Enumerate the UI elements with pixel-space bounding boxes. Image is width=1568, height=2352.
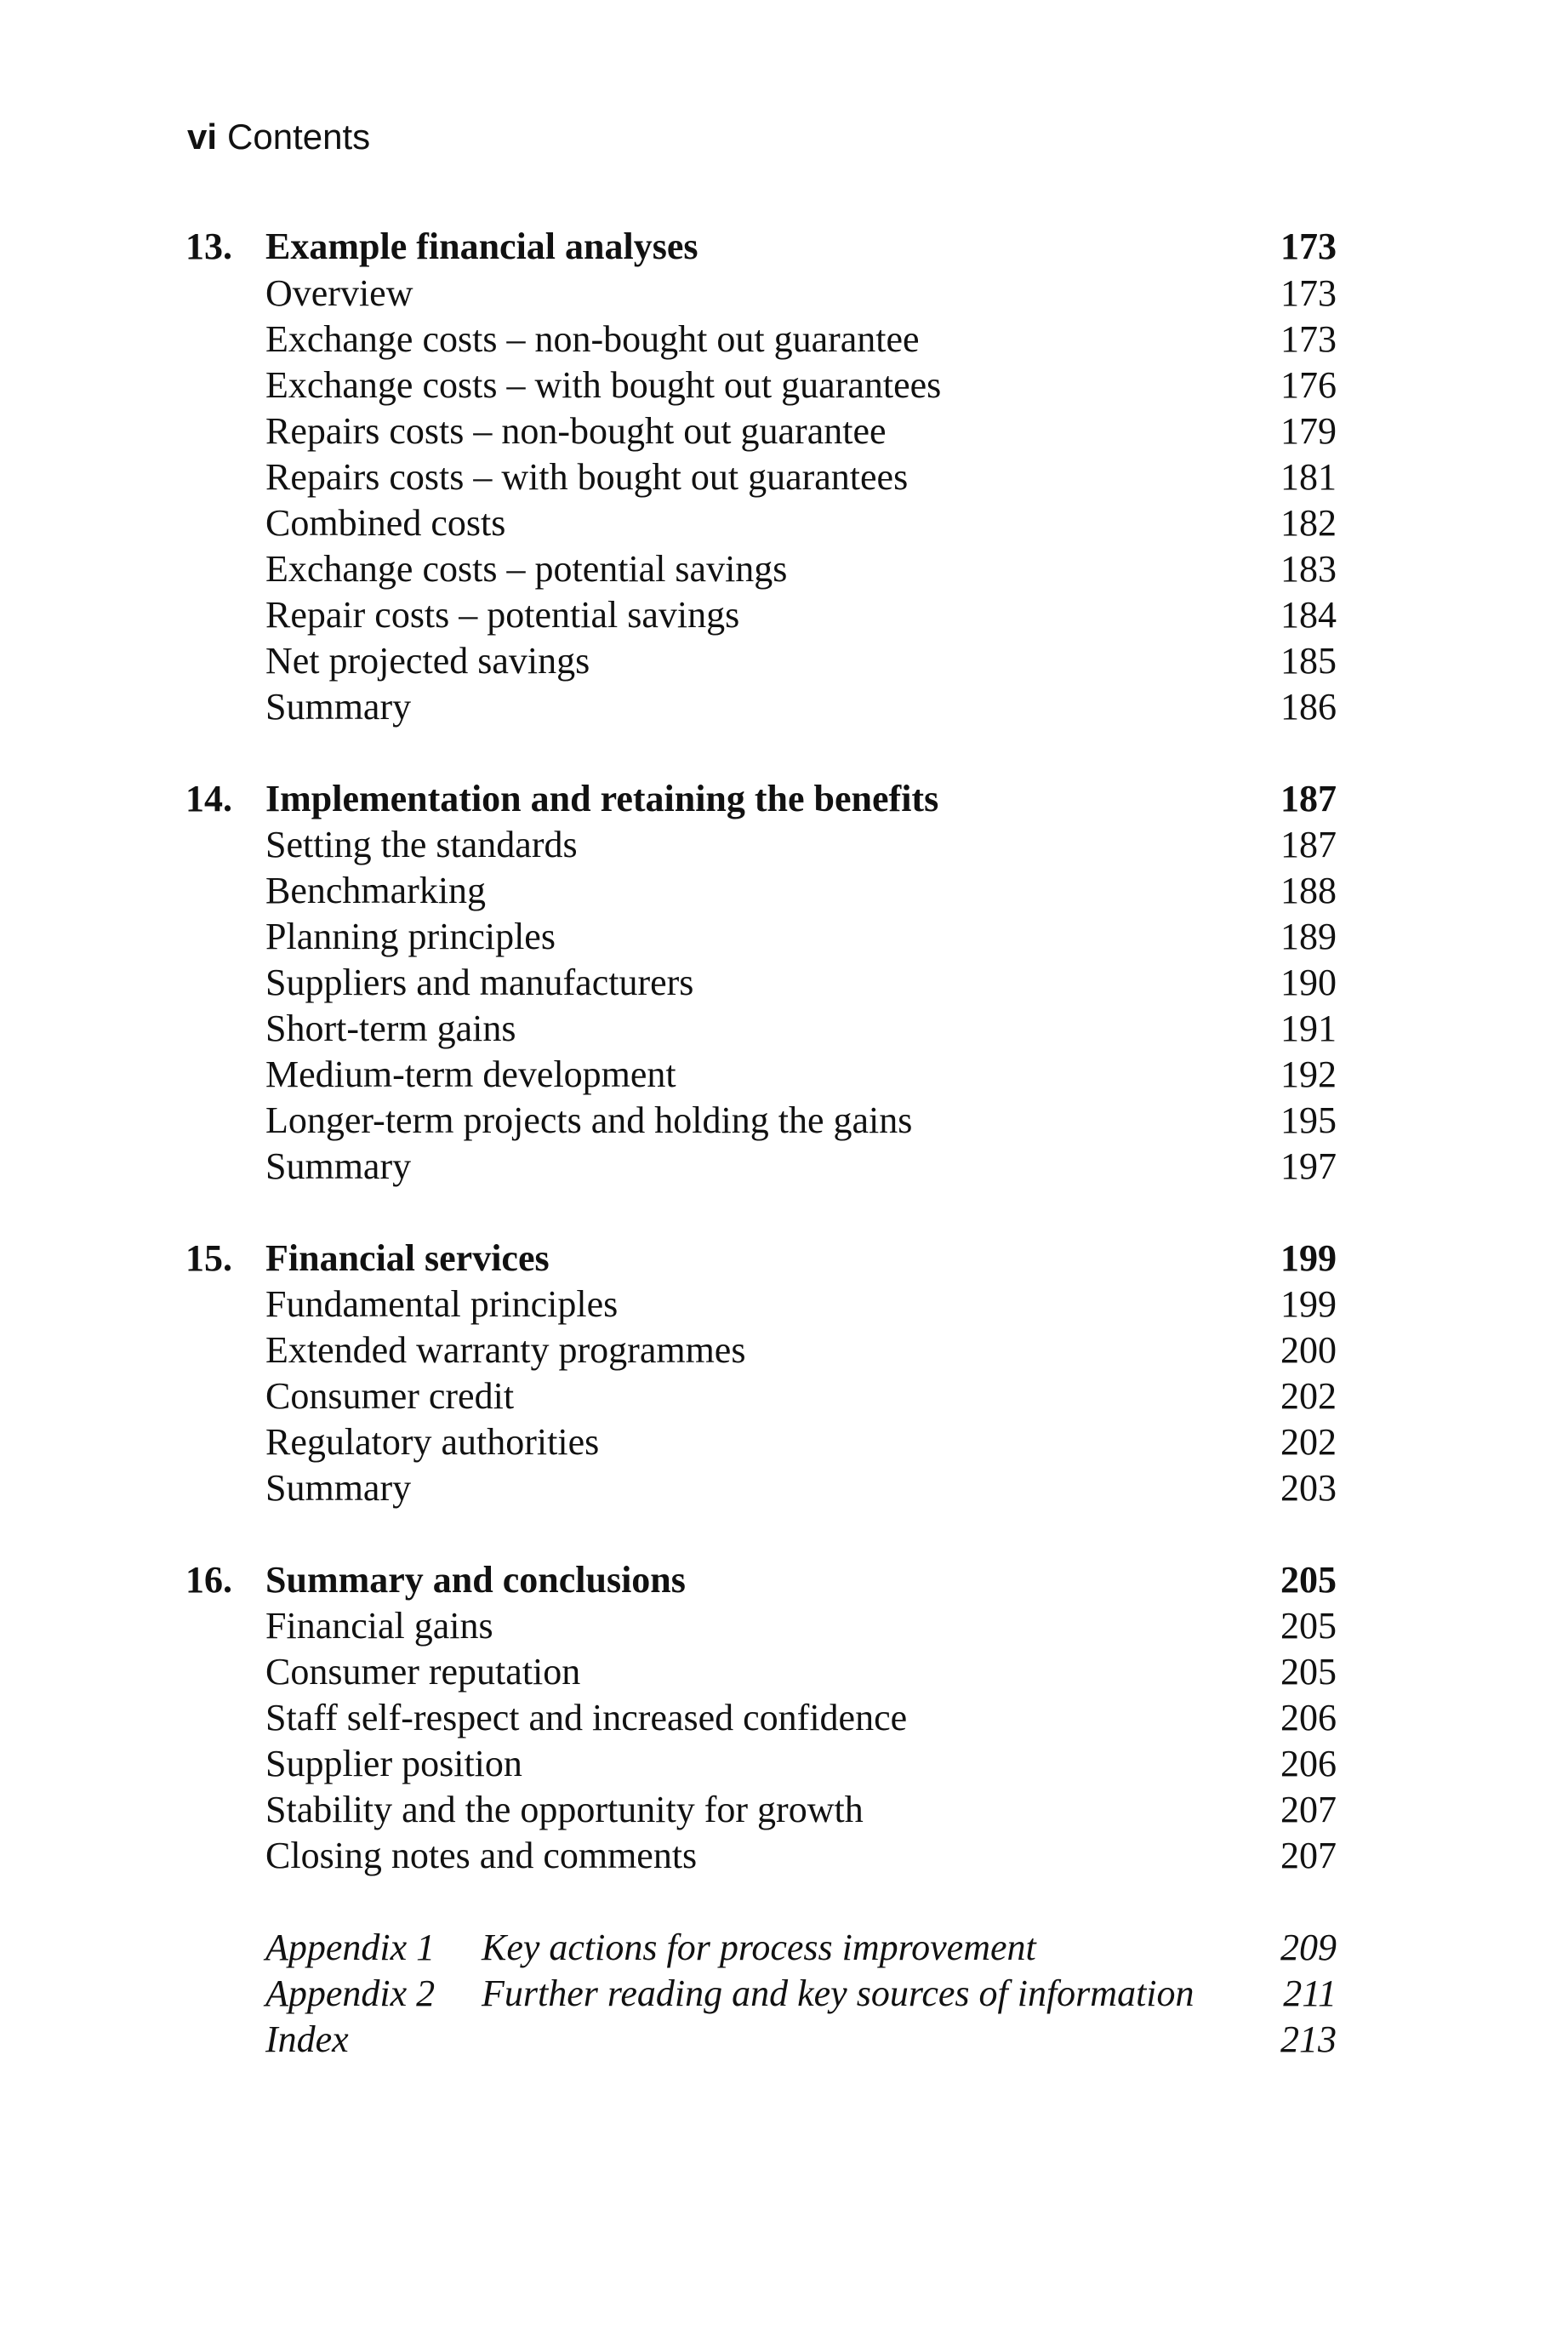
entry-page: 191 bbox=[1280, 1008, 1337, 1049]
toc-chapter-13[interactable] bbox=[0, 223, 1568, 271]
toc-entry[interactable] bbox=[0, 1143, 1568, 1190]
entry-title: Supplier position bbox=[265, 1743, 522, 1784]
toc-entry[interactable] bbox=[0, 1832, 1568, 1880]
appendix-page: 211 bbox=[1283, 1972, 1337, 2014]
toc-entry[interactable] bbox=[0, 1051, 1568, 1099]
entry-title: Summary bbox=[265, 686, 412, 728]
chapter-page: 199 bbox=[1280, 1237, 1337, 1279]
toc-entry[interactable] bbox=[0, 500, 1568, 547]
entry-title: Overview bbox=[265, 272, 413, 314]
entry-page: 200 bbox=[1280, 1329, 1337, 1371]
chapter-number: 14. bbox=[185, 778, 232, 819]
entry-page: 176 bbox=[1280, 364, 1337, 406]
index-label: Index bbox=[265, 2018, 349, 2060]
toc-index[interactable] bbox=[0, 2016, 1568, 2064]
entry-page: 186 bbox=[1280, 686, 1337, 728]
toc-entry[interactable] bbox=[0, 1740, 1568, 1788]
entry-title: Exchange costs – with bought out guarantees bbox=[265, 364, 942, 406]
entry-page: 202 bbox=[1280, 1375, 1337, 1417]
entry-page: 207 bbox=[1280, 1789, 1337, 1830]
entry-title: Regulatory authorities bbox=[265, 1421, 600, 1463]
chapter-number: 13. bbox=[185, 225, 232, 267]
entry-page: 185 bbox=[1280, 640, 1337, 682]
entry-title: Net projected savings bbox=[265, 640, 590, 682]
toc-entry[interactable] bbox=[0, 408, 1568, 455]
chapter-page: 173 bbox=[1280, 225, 1337, 267]
toc-entry[interactable] bbox=[0, 1097, 1568, 1145]
entry-title: Consumer credit bbox=[265, 1375, 515, 1417]
toc-entry[interactable] bbox=[0, 1327, 1568, 1374]
chapter-page: 187 bbox=[1280, 778, 1337, 819]
toc-entry[interactable] bbox=[0, 913, 1568, 961]
entry-page: 173 bbox=[1280, 272, 1337, 314]
toc-entry[interactable] bbox=[0, 1373, 1568, 1420]
entry-title: Consumer reputation bbox=[265, 1651, 581, 1693]
entry-title: Suppliers and manufacturers bbox=[265, 962, 694, 1003]
appendix-title: Key actions for process improvement bbox=[482, 1927, 1036, 1968]
entry-page: 203 bbox=[1280, 1467, 1337, 1509]
entry-title: Longer-term projects and holding the gains bbox=[265, 1099, 913, 1141]
entry-title: Planning principles bbox=[265, 916, 556, 957]
entry-page: 205 bbox=[1280, 1605, 1337, 1647]
chapter-number: 15. bbox=[185, 1237, 232, 1279]
entry-page: 188 bbox=[1280, 870, 1337, 911]
entry-title: Medium-term development bbox=[265, 1053, 676, 1095]
entry-title: Repairs costs – with bought out guarantees bbox=[265, 456, 909, 498]
toc-entry[interactable] bbox=[0, 1464, 1568, 1512]
entry-title: Staff self-respect and increased confidence bbox=[265, 1697, 908, 1738]
index-page: 213 bbox=[1280, 2018, 1337, 2060]
toc-entry[interactable] bbox=[0, 821, 1568, 869]
entry-page: 199 bbox=[1280, 1283, 1337, 1325]
chapter-number: 16. bbox=[185, 1559, 232, 1601]
toc-chapter-16[interactable] bbox=[0, 1556, 1568, 1604]
entry-title: Repairs costs – non-bought out guarantee bbox=[265, 410, 887, 452]
appendix-page: 209 bbox=[1280, 1927, 1337, 1968]
entry-page: 195 bbox=[1280, 1099, 1337, 1141]
entry-page: 179 bbox=[1280, 410, 1337, 452]
toc-appendix-1[interactable] bbox=[0, 1924, 1568, 1972]
toc-chapter-15[interactable] bbox=[0, 1235, 1568, 1282]
toc-entry[interactable] bbox=[0, 1281, 1568, 1328]
entry-title: Setting the standards bbox=[265, 824, 578, 865]
entry-page: 189 bbox=[1280, 916, 1337, 957]
entry-page: 207 bbox=[1280, 1835, 1337, 1876]
toc-entry[interactable] bbox=[0, 637, 1568, 685]
chapter-title: Financial services bbox=[265, 1237, 550, 1279]
entry-title: Stability and the opportunity for growth bbox=[265, 1789, 864, 1830]
chapter-page: 205 bbox=[1280, 1559, 1337, 1601]
entry-title: Summary bbox=[265, 1467, 412, 1509]
running-head-title: Contents bbox=[227, 117, 371, 157]
entry-title: Exchange costs – potential savings bbox=[265, 548, 788, 590]
toc-appendix-2[interactable] bbox=[0, 1970, 1568, 2018]
entry-page: 202 bbox=[1280, 1421, 1337, 1463]
toc-entry[interactable] bbox=[0, 1694, 1568, 1742]
toc-entry[interactable] bbox=[0, 1786, 1568, 1834]
entry-page: 182 bbox=[1280, 502, 1337, 544]
toc-entry[interactable] bbox=[0, 1419, 1568, 1466]
entry-page: 173 bbox=[1280, 318, 1337, 360]
entry-title: Combined costs bbox=[265, 502, 506, 544]
chapter-title: Summary and conclusions bbox=[265, 1559, 686, 1601]
toc-entry[interactable] bbox=[0, 683, 1568, 731]
entry-title: Closing notes and comments bbox=[265, 1835, 698, 1876]
toc-entry[interactable] bbox=[0, 545, 1568, 593]
toc-entry[interactable] bbox=[0, 1602, 1568, 1650]
toc-entry[interactable] bbox=[0, 454, 1568, 501]
appendix-label: Appendix 2 bbox=[265, 1972, 436, 2014]
toc-entry[interactable] bbox=[0, 1648, 1568, 1696]
toc-entry[interactable] bbox=[0, 316, 1568, 363]
entry-page: 181 bbox=[1280, 456, 1337, 498]
toc-chapter-14[interactable] bbox=[0, 775, 1568, 823]
toc-entry[interactable] bbox=[0, 362, 1568, 409]
entry-page: 192 bbox=[1280, 1053, 1337, 1095]
entry-page: 197 bbox=[1280, 1145, 1337, 1187]
entry-title: Repair costs – potential savings bbox=[265, 594, 740, 636]
toc-entry[interactable] bbox=[0, 591, 1568, 639]
toc-entry[interactable] bbox=[0, 270, 1568, 317]
entry-page: 183 bbox=[1280, 548, 1337, 590]
entry-page: 187 bbox=[1280, 824, 1337, 865]
toc-entry[interactable] bbox=[0, 867, 1568, 915]
entry-title: Exchange costs – non-bought out guarantee bbox=[265, 318, 920, 360]
entry-title: Extended warranty programmes bbox=[265, 1329, 746, 1371]
appendix-title: Further reading and key sources of information bbox=[482, 1972, 1195, 2014]
entry-title: Benchmarking bbox=[265, 870, 487, 911]
entry-page: 184 bbox=[1280, 594, 1337, 636]
chapter-title: Example financial analyses bbox=[265, 225, 698, 267]
entry-title: Fundamental principles bbox=[265, 1283, 619, 1325]
entry-title: Short-term gains bbox=[265, 1008, 516, 1049]
appendix-label: Appendix 1 bbox=[265, 1927, 436, 1968]
entry-title: Summary bbox=[265, 1145, 412, 1187]
entry-page: 206 bbox=[1280, 1743, 1337, 1784]
entry-page: 190 bbox=[1280, 962, 1337, 1003]
entry-title: Financial gains bbox=[265, 1605, 493, 1647]
toc-entry[interactable] bbox=[0, 959, 1568, 1007]
entry-page: 206 bbox=[1280, 1697, 1337, 1738]
toc-entry[interactable] bbox=[0, 1005, 1568, 1053]
chapter-title: Implementation and retaining the benefits bbox=[265, 778, 939, 819]
entry-page: 205 bbox=[1280, 1651, 1337, 1693]
page-number: vi bbox=[187, 117, 218, 157]
